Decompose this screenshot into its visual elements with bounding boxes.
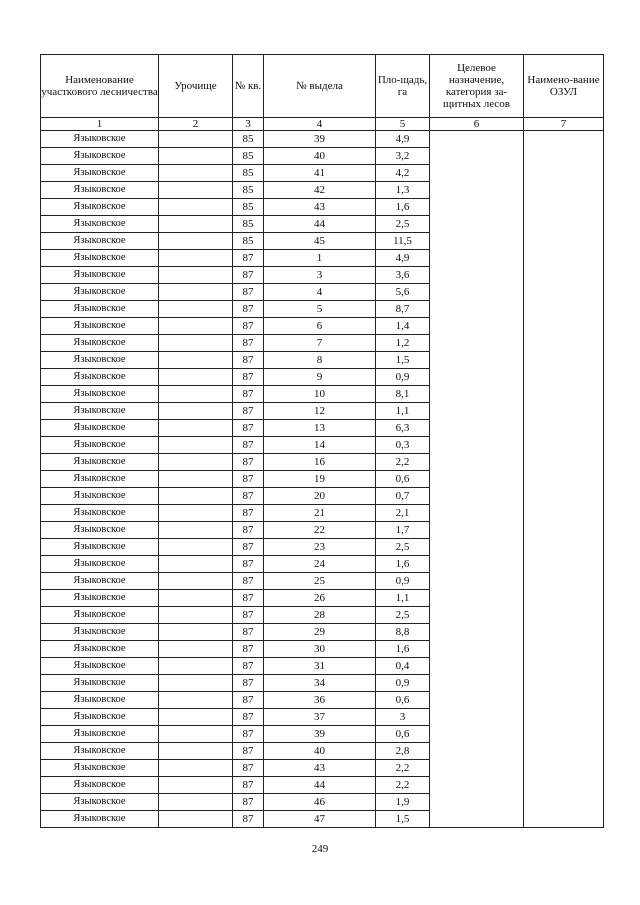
cell-tract xyxy=(159,182,233,199)
cell-forestry: Языковское xyxy=(41,233,159,250)
header-allotment: № выдела xyxy=(264,55,376,118)
cell-quarter: 87 xyxy=(233,352,264,369)
cell-area: 2,1 xyxy=(376,505,430,522)
cell-area: 3,6 xyxy=(376,267,430,284)
header-forestry-name: Наименование участкового лесничества xyxy=(41,55,159,118)
column-number: 2 xyxy=(159,118,233,131)
cell-allotment: 30 xyxy=(264,641,376,658)
cell-allotment: 10 xyxy=(264,386,376,403)
cell-area: 0,7 xyxy=(376,488,430,505)
cell-quarter: 85 xyxy=(233,199,264,216)
column-number-row xyxy=(41,118,604,131)
cell-allotment: 28 xyxy=(264,607,376,624)
cell-forestry: Языковское xyxy=(41,454,159,471)
cell-area: 0,6 xyxy=(376,692,430,709)
cell-tract xyxy=(159,743,233,760)
header-tract: Урочище xyxy=(159,55,233,118)
cell-allotment: 45 xyxy=(264,233,376,250)
cell-allotment: 5 xyxy=(264,301,376,318)
cell-forestry: Языковское xyxy=(41,284,159,301)
cell-tract xyxy=(159,250,233,267)
cell-tract xyxy=(159,131,233,148)
cell-tract xyxy=(159,505,233,522)
cell-area: 3 xyxy=(376,709,430,726)
cell-area: 2,5 xyxy=(376,539,430,556)
cell-purpose xyxy=(430,131,524,828)
cell-area: 8,8 xyxy=(376,624,430,641)
cell-allotment: 46 xyxy=(264,794,376,811)
cell-allotment: 6 xyxy=(264,318,376,335)
cell-quarter: 87 xyxy=(233,709,264,726)
cell-quarter: 87 xyxy=(233,624,264,641)
cell-forestry: Языковское xyxy=(41,420,159,437)
cell-allotment: 26 xyxy=(264,590,376,607)
cell-forestry: Языковское xyxy=(41,624,159,641)
cell-area: 6,3 xyxy=(376,420,430,437)
cell-area: 8,1 xyxy=(376,386,430,403)
cell-allotment: 3 xyxy=(264,267,376,284)
cell-area: 1,1 xyxy=(376,590,430,607)
cell-area: 1,4 xyxy=(376,318,430,335)
cell-tract xyxy=(159,454,233,471)
cell-forestry: Языковское xyxy=(41,709,159,726)
cell-area: 11,5 xyxy=(376,233,430,250)
column-number: 7 xyxy=(524,118,604,131)
cell-quarter: 87 xyxy=(233,556,264,573)
cell-tract xyxy=(159,777,233,794)
cell-tract xyxy=(159,403,233,420)
cell-quarter: 87 xyxy=(233,386,264,403)
column-number: 5 xyxy=(376,118,430,131)
cell-forestry: Языковское xyxy=(41,539,159,556)
cell-forestry: Языковское xyxy=(41,794,159,811)
cell-area: 2,5 xyxy=(376,607,430,624)
cell-tract xyxy=(159,386,233,403)
cell-allotment: 36 xyxy=(264,692,376,709)
cell-area: 0,9 xyxy=(376,573,430,590)
cell-allotment: 4 xyxy=(264,284,376,301)
cell-allotment: 41 xyxy=(264,165,376,182)
header-ozul: Наимено-вание ОЗУЛ xyxy=(524,55,604,118)
cell-forestry: Языковское xyxy=(41,692,159,709)
cell-allotment: 40 xyxy=(264,148,376,165)
cell-tract xyxy=(159,811,233,828)
cell-forestry: Языковское xyxy=(41,148,159,165)
cell-area: 0,4 xyxy=(376,658,430,675)
cell-tract xyxy=(159,318,233,335)
cell-quarter: 85 xyxy=(233,131,264,148)
cell-allotment: 37 xyxy=(264,709,376,726)
cell-allotment: 9 xyxy=(264,369,376,386)
cell-area: 1,6 xyxy=(376,199,430,216)
cell-area: 5,6 xyxy=(376,284,430,301)
cell-tract xyxy=(159,641,233,658)
cell-area: 4,2 xyxy=(376,165,430,182)
cell-area: 2,8 xyxy=(376,743,430,760)
cell-allotment: 7 xyxy=(264,335,376,352)
cell-forestry: Языковское xyxy=(41,199,159,216)
cell-forestry: Языковское xyxy=(41,216,159,233)
cell-tract xyxy=(159,420,233,437)
cell-ozul xyxy=(524,131,604,828)
cell-tract xyxy=(159,590,233,607)
cell-quarter: 87 xyxy=(233,403,264,420)
cell-area: 1,7 xyxy=(376,522,430,539)
cell-area: 2,2 xyxy=(376,760,430,777)
cell-tract xyxy=(159,369,233,386)
cell-area: 2,2 xyxy=(376,454,430,471)
cell-allotment: 39 xyxy=(264,131,376,148)
cell-quarter: 87 xyxy=(233,471,264,488)
cell-tract xyxy=(159,148,233,165)
table-body xyxy=(41,131,604,828)
cell-quarter: 87 xyxy=(233,437,264,454)
cell-area: 1,9 xyxy=(376,794,430,811)
cell-quarter: 85 xyxy=(233,216,264,233)
cell-forestry: Языковское xyxy=(41,267,159,284)
cell-quarter: 87 xyxy=(233,522,264,539)
cell-forestry: Языковское xyxy=(41,471,159,488)
cell-forestry: Языковское xyxy=(41,318,159,335)
cell-tract xyxy=(159,658,233,675)
cell-forestry: Языковское xyxy=(41,760,159,777)
cell-area: 1,6 xyxy=(376,641,430,658)
cell-tract xyxy=(159,165,233,182)
cell-quarter: 87 xyxy=(233,675,264,692)
cell-quarter: 87 xyxy=(233,335,264,352)
cell-quarter: 87 xyxy=(233,811,264,828)
cell-tract xyxy=(159,539,233,556)
cell-tract xyxy=(159,522,233,539)
cell-quarter: 87 xyxy=(233,641,264,658)
cell-tract xyxy=(159,233,233,250)
cell-area: 1,5 xyxy=(376,352,430,369)
cell-quarter: 87 xyxy=(233,777,264,794)
cell-forestry: Языковское xyxy=(41,556,159,573)
cell-quarter: 87 xyxy=(233,420,264,437)
cell-forestry: Языковское xyxy=(41,743,159,760)
cell-tract xyxy=(159,709,233,726)
cell-forestry: Языковское xyxy=(41,658,159,675)
cell-forestry: Языковское xyxy=(41,250,159,267)
cell-forestry: Языковское xyxy=(41,437,159,454)
column-number: 3 xyxy=(233,118,264,131)
cell-quarter: 85 xyxy=(233,148,264,165)
cell-area: 2,2 xyxy=(376,777,430,794)
header-area: Пло-щадь, га xyxy=(376,55,430,118)
cell-forestry: Языковское xyxy=(41,726,159,743)
cell-forestry: Языковское xyxy=(41,352,159,369)
cell-tract xyxy=(159,267,233,284)
cell-forestry: Языковское xyxy=(41,165,159,182)
header-row xyxy=(41,55,604,118)
cell-quarter: 87 xyxy=(233,607,264,624)
cell-allotment: 39 xyxy=(264,726,376,743)
cell-allotment: 20 xyxy=(264,488,376,505)
cell-tract xyxy=(159,471,233,488)
cell-allotment: 19 xyxy=(264,471,376,488)
cell-quarter: 87 xyxy=(233,369,264,386)
cell-tract xyxy=(159,607,233,624)
cell-quarter: 87 xyxy=(233,284,264,301)
cell-tract xyxy=(159,556,233,573)
cell-quarter: 87 xyxy=(233,743,264,760)
cell-area: 0,9 xyxy=(376,369,430,386)
cell-area: 4,9 xyxy=(376,250,430,267)
cell-quarter: 87 xyxy=(233,318,264,335)
column-number: 4 xyxy=(264,118,376,131)
cell-forestry: Языковское xyxy=(41,505,159,522)
cell-allotment: 43 xyxy=(264,199,376,216)
cell-forestry: Языковское xyxy=(41,369,159,386)
cell-area: 1,5 xyxy=(376,811,430,828)
cell-forestry: Языковское xyxy=(41,182,159,199)
cell-area: 1,1 xyxy=(376,403,430,420)
cell-allotment: 22 xyxy=(264,522,376,539)
page-number: 249 xyxy=(311,843,329,855)
cell-allotment: 1 xyxy=(264,250,376,267)
cell-tract xyxy=(159,216,233,233)
cell-tract xyxy=(159,794,233,811)
cell-tract xyxy=(159,573,233,590)
cell-allotment: 40 xyxy=(264,743,376,760)
cell-area: 0,3 xyxy=(376,437,430,454)
cell-allotment: 43 xyxy=(264,760,376,777)
cell-tract xyxy=(159,675,233,692)
cell-forestry: Языковское xyxy=(41,641,159,658)
cell-allotment: 31 xyxy=(264,658,376,675)
cell-forestry: Языковское xyxy=(41,131,159,148)
cell-area: 0,9 xyxy=(376,675,430,692)
cell-quarter: 87 xyxy=(233,573,264,590)
cell-quarter: 85 xyxy=(233,182,264,199)
cell-quarter: 87 xyxy=(233,539,264,556)
cell-quarter: 85 xyxy=(233,165,264,182)
cell-area: 2,5 xyxy=(376,216,430,233)
cell-forestry: Языковское xyxy=(41,590,159,607)
cell-quarter: 87 xyxy=(233,760,264,777)
cell-tract xyxy=(159,726,233,743)
cell-allotment: 25 xyxy=(264,573,376,590)
cell-tract xyxy=(159,352,233,369)
cell-tract xyxy=(159,284,233,301)
column-number: 1 xyxy=(41,118,159,131)
cell-forestry: Языковское xyxy=(41,335,159,352)
cell-forestry: Языковское xyxy=(41,607,159,624)
cell-quarter: 87 xyxy=(233,250,264,267)
cell-allotment: 21 xyxy=(264,505,376,522)
cell-area: 4,9 xyxy=(376,131,430,148)
cell-allotment: 24 xyxy=(264,556,376,573)
cell-allotment: 34 xyxy=(264,675,376,692)
cell-forestry: Языковское xyxy=(41,301,159,318)
cell-area: 1,3 xyxy=(376,182,430,199)
cell-forestry: Языковское xyxy=(41,777,159,794)
cell-quarter: 87 xyxy=(233,301,264,318)
table-row xyxy=(41,131,604,148)
cell-allotment: 16 xyxy=(264,454,376,471)
cell-quarter: 87 xyxy=(233,590,264,607)
cell-allotment: 44 xyxy=(264,216,376,233)
cell-allotment: 29 xyxy=(264,624,376,641)
cell-forestry: Языковское xyxy=(41,403,159,420)
column-number: 6 xyxy=(430,118,524,131)
cell-area: 1,2 xyxy=(376,335,430,352)
cell-area: 3,2 xyxy=(376,148,430,165)
cell-tract xyxy=(159,692,233,709)
cell-area: 8,7 xyxy=(376,301,430,318)
cell-quarter: 87 xyxy=(233,726,264,743)
cell-area: 0,6 xyxy=(376,471,430,488)
cell-forestry: Языковское xyxy=(41,488,159,505)
cell-forestry: Языковское xyxy=(41,811,159,828)
cell-allotment: 13 xyxy=(264,420,376,437)
forestry-table xyxy=(40,54,604,828)
cell-area: 0,6 xyxy=(376,726,430,743)
cell-allotment: 42 xyxy=(264,182,376,199)
cell-quarter: 85 xyxy=(233,233,264,250)
cell-quarter: 87 xyxy=(233,267,264,284)
cell-quarter: 87 xyxy=(233,488,264,505)
cell-allotment: 14 xyxy=(264,437,376,454)
cell-tract xyxy=(159,624,233,641)
cell-quarter: 87 xyxy=(233,692,264,709)
cell-area: 1,6 xyxy=(376,556,430,573)
cell-allotment: 12 xyxy=(264,403,376,420)
cell-forestry: Языковское xyxy=(41,675,159,692)
cell-quarter: 87 xyxy=(233,454,264,471)
cell-quarter: 87 xyxy=(233,794,264,811)
header-quarter: № кв. xyxy=(233,55,264,118)
cell-quarter: 87 xyxy=(233,658,264,675)
cell-forestry: Языковское xyxy=(41,573,159,590)
cell-allotment: 44 xyxy=(264,777,376,794)
cell-forestry: Языковское xyxy=(41,386,159,403)
cell-tract xyxy=(159,437,233,454)
cell-tract xyxy=(159,760,233,777)
cell-tract xyxy=(159,301,233,318)
cell-tract xyxy=(159,488,233,505)
cell-tract xyxy=(159,335,233,352)
header-purpose: Целевое назначение, категория за-щитных лесов xyxy=(430,55,524,118)
cell-allotment: 47 xyxy=(264,811,376,828)
cell-forestry: Языковское xyxy=(41,522,159,539)
cell-allotment: 23 xyxy=(264,539,376,556)
cell-quarter: 87 xyxy=(233,505,264,522)
cell-allotment: 8 xyxy=(264,352,376,369)
cell-tract xyxy=(159,199,233,216)
